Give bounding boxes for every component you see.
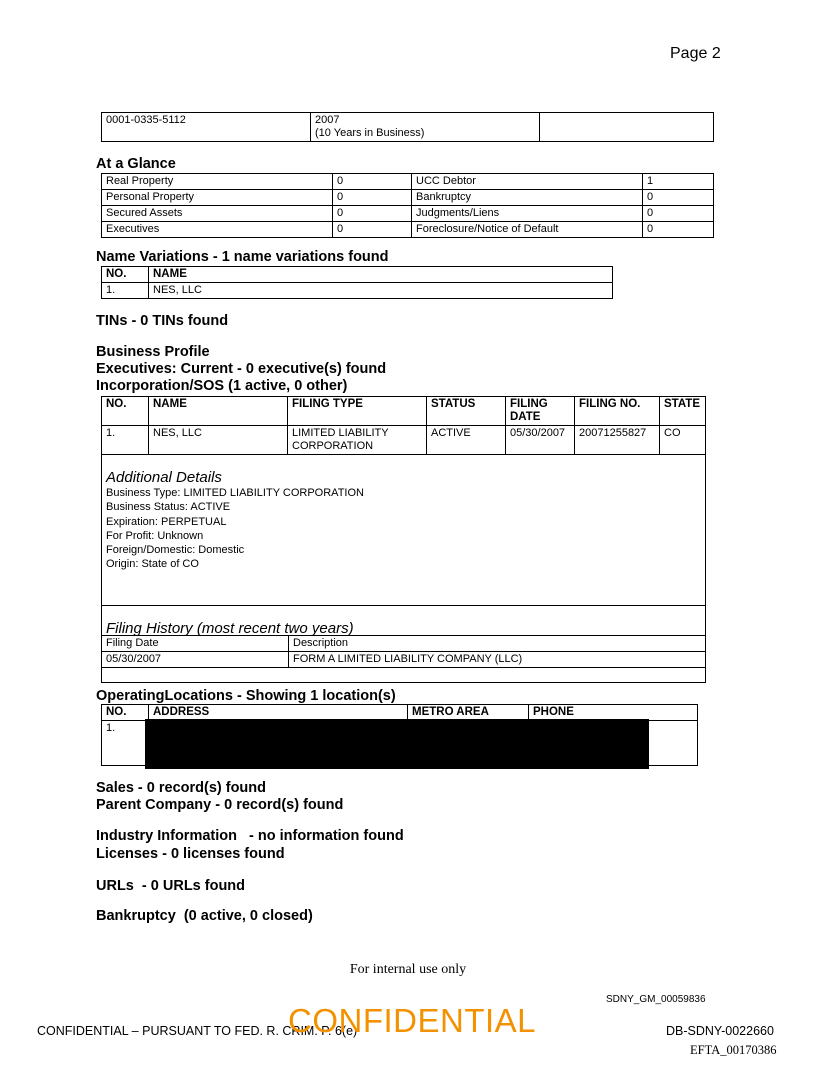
col-name: NAME [149,267,613,283]
db-bates: DB-SDNY-0022660 [666,1024,774,1038]
col-phone: PHONE [529,705,698,721]
detail-line: Expiration: PERPETUAL [106,515,227,528]
row-filing-date: 05/30/2007 [506,426,575,455]
industry-heading: Industry Information - no information found [96,828,404,844]
bankruptcy-heading: Bankruptcy (0 active, 0 closed) [96,908,313,924]
glance-value: 0 [643,222,714,238]
glance-label: Bankruptcy [412,190,643,206]
glance-label: Executives [102,222,333,238]
executives-heading: Executives: Current - 0 executive(s) found [96,361,387,377]
glance-label: Foreclosure/Notice of Default [412,222,643,238]
glance-value: 0 [333,206,412,222]
additional-details-row [102,455,706,606]
incorporation-heading: Incorporation/SOS (1 active, 0 other) [96,378,348,394]
filing-history-cell [102,606,706,683]
row-filing-no: 20071255827 [575,426,660,455]
sales-heading: Sales - 0 record(s) found [96,780,267,796]
top-info-table [101,112,714,142]
name-variations-table [101,266,613,299]
col-filing-date: FILING DATE [506,397,575,426]
glance-heading: At a Glance [96,156,176,172]
detail-line: Business Type: LIMITED LIABILITY CORPORATION [106,487,364,499]
col-no: NO. [102,397,149,426]
col-status: STATUS [427,397,506,426]
history-date: 05/30/2007 [102,652,289,668]
row-name: NES, LLC [149,426,288,455]
row-no: 1. [102,426,149,455]
col-no: NO. [102,267,149,283]
row-name: NES, LLC [149,283,613,299]
col-filing-no: FILING NO. [575,397,660,426]
table-header-row [102,267,613,283]
glance-label: Secured Assets [102,206,333,222]
table-row [102,668,705,683]
glance-label: Personal Property [102,190,333,206]
additional-details-cell [102,455,706,606]
tins-heading: TINs - 0 TINs found [96,313,229,329]
history-col-description: Description [289,636,706,652]
page-number: Page 2 [670,45,721,62]
row-status: ACTIVE [427,426,506,455]
blank-cell [540,113,714,142]
detail-line: For Profit: Unknown [106,529,204,542]
business-profile-heading: Business Profile [96,344,210,360]
glance-value: 0 [643,190,714,206]
table-row [102,206,714,222]
locations-heading: OperatingLocations - Showing 1 location(s) [96,688,396,704]
years-in-business: (10 Years in Business) [315,127,425,139]
col-metro: METRO AREA [408,705,529,721]
filing-history-row [102,606,706,683]
glance-label: Judgments/Liens [412,206,643,222]
urls-heading: URLs - 0 URLs found [96,878,246,894]
table-header-row [102,397,706,426]
confidential-stamp: CONFIDENTIAL [288,1002,537,1039]
filing-history-title: Filing History (most recent two years) [106,620,354,637]
detail-line: Business Status: ACTIVE [106,501,231,514]
duns-cell: 0001-0335-5112 [102,113,311,142]
history-blank [102,668,705,683]
filing-history-table [102,635,705,682]
glance-value: 0 [643,206,714,222]
history-description: FORM A LIMITED LIABILITY COMPANY (LLC) [289,652,706,668]
col-address: ADDRESS [149,705,408,721]
efta-bates: EFTA_00170386 [690,1043,777,1057]
additional-details-title: Additional Details [106,469,222,486]
table-row [102,113,714,142]
col-name: NAME [149,397,288,426]
detail-line: Origin: State of CO [106,558,199,571]
table-header-row [102,636,705,652]
table-row [102,283,613,299]
row-filing-type: LIMITED LIABILITY CORPORATION [288,426,427,455]
confidential-footer: CONFIDENTIAL – PURSUANT TO FED. R. CRIM. P. 6(e) [37,1024,358,1038]
glance-value: 0 [333,174,412,190]
glance-value: 1 [643,174,714,190]
row-no: 1. [102,283,149,299]
name-variations-heading: Name Variations - 1 name variations found [96,249,389,265]
internal-use-note: For internal use only [349,962,467,977]
row-no: 1. [102,721,149,766]
table-row [102,652,705,668]
glance-value: 0 [333,190,412,206]
col-filing-type: FILING TYPE [288,397,427,426]
redaction-block [145,719,649,769]
table-row [102,426,706,455]
col-state: STATE [660,397,706,426]
glance-label: Real Property [102,174,333,190]
table-row [102,222,714,238]
col-no: NO. [102,705,149,721]
sdny-bates: SDNY_GM_00059836 [606,994,706,1005]
glance-table [101,173,714,238]
glance-value: 0 [333,222,412,238]
glance-label: UCC Debtor [412,174,643,190]
table-row [102,174,714,190]
detail-line: Foreign/Domestic: Domestic [106,544,245,557]
table-row [102,190,714,206]
row-state: CO [660,426,706,455]
incorporation-table [101,396,706,683]
licenses-heading: Licenses - 0 licenses found [96,846,285,862]
year-started: 2007 [315,114,340,126]
history-col-date: Filing Date [102,636,289,652]
year-cell [311,113,540,142]
parent-heading: Parent Company - 0 record(s) found [96,797,344,813]
